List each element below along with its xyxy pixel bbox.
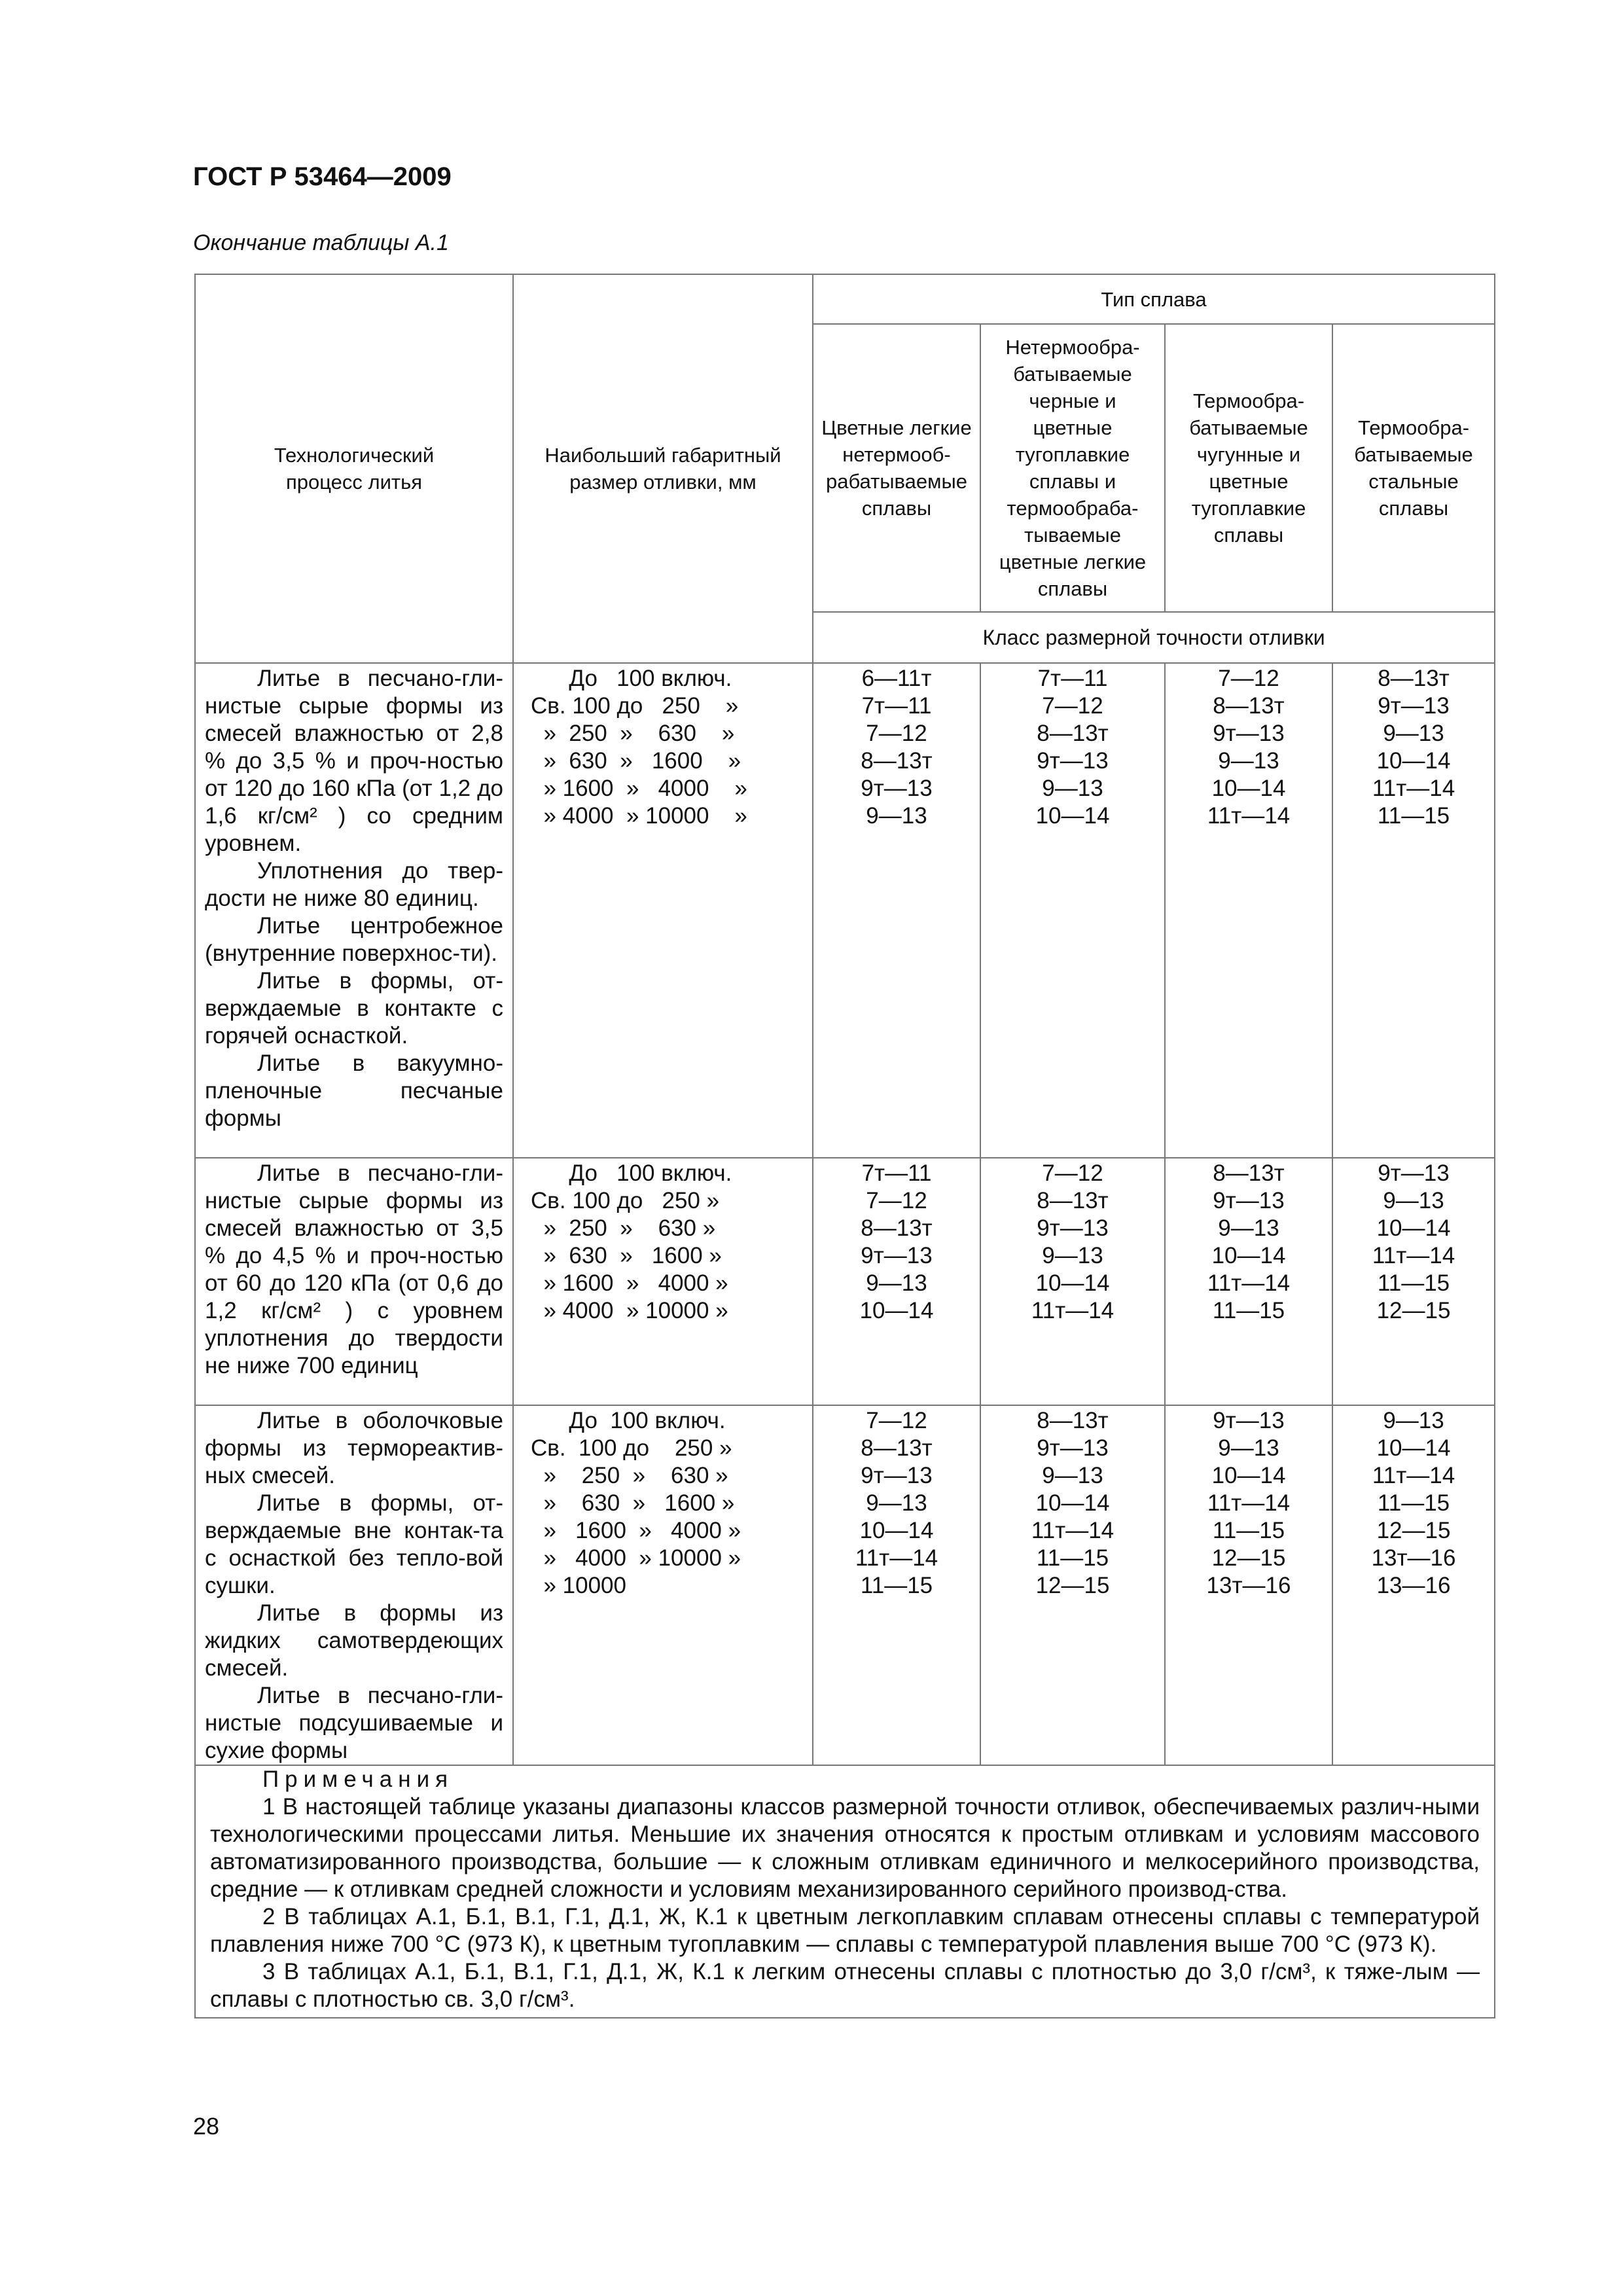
class-value: 7—12 <box>1218 666 1279 691</box>
note-item: 1 В настоящей таблице указаны диапазоны классов размерной точности отливок, обеспечиваемых различ-ными технологическими процессами литья. Меньшие их значения относятся к простым отливкам и условиям массового автоматизированного производства, большие — к сложным отливкам единичного и мелкосерийного производства, средние — к отливкам средней сложности и условиям механизированного серийного производ-ства. <box>210 1794 1480 1902</box>
header-size: Наибольший габаритный размер отливки, мм <box>513 274 813 663</box>
size-line: » 250 » 630 » <box>531 721 735 746</box>
class-value: 11т—14 <box>1207 1490 1291 1516</box>
class-value: 11т—14 <box>1031 1298 1115 1323</box>
class-value: 10—14 <box>859 1518 934 1543</box>
class-value: 11т—14 <box>1372 1463 1455 1488</box>
class-cell <box>1332 1158 1495 1405</box>
class-value: 9т—13 <box>1213 1408 1285 1433</box>
class-value: 12—15 <box>1376 1518 1451 1543</box>
class-value: 7—12 <box>866 721 927 746</box>
class-value: 13т—16 <box>1371 1545 1456 1571</box>
size-cell <box>513 1158 813 1405</box>
notes-cell <box>195 1765 1495 2018</box>
class-value: 10—14 <box>1376 748 1451 774</box>
class-value: 13—16 <box>1376 1573 1451 1598</box>
size-cell <box>513 663 813 1158</box>
size-line: » 1600 » 4000 » <box>531 1518 741 1543</box>
class-value: 8—13т <box>1037 721 1109 746</box>
header-alloy-type-4: Термообра-батываемые стальные сплавы <box>1332 324 1495 612</box>
class-cell <box>813 663 980 1158</box>
class-value: 11—15 <box>1377 1490 1450 1516</box>
class-cell <box>980 1158 1165 1405</box>
class-value: 9—13 <box>1218 748 1279 774</box>
class-value: 7—12 <box>866 1188 927 1213</box>
class-value: 9т—13 <box>861 1463 933 1488</box>
class-value: 9т—13 <box>1037 1215 1109 1241</box>
class-value: 9т—13 <box>1378 693 1450 719</box>
class-value: 7—12 <box>1042 1160 1103 1186</box>
size-line: До 100 включ. <box>531 666 732 691</box>
class-value: 9т—13 <box>1378 1160 1450 1186</box>
size-line: Св. 100 до 250 » <box>531 1188 720 1213</box>
class-value: 9—13 <box>1383 1188 1444 1213</box>
class-value: 10—14 <box>1211 1243 1286 1268</box>
class-value: 9—13 <box>1042 1243 1103 1268</box>
process-text: Литье в песчано-гли-нистые сырые формы из смесей влажностью от 2,8 % до 3,5 % и проч-ностью от 120 до 160 кПа (от 1,2 до 1,6 кг/см² ) со средним уровнем. <box>205 666 503 856</box>
size-line: » 250 » 630 » <box>531 1215 716 1241</box>
class-value: 7—12 <box>1042 693 1103 719</box>
class-value: 6—11т <box>861 666 932 691</box>
size-line: Св. 100 до 250 » <box>531 693 739 719</box>
class-value: 12—15 <box>1211 1545 1286 1571</box>
notes-title: Примечания <box>262 1767 454 1792</box>
class-value: 11—15 <box>1036 1545 1109 1571</box>
class-value: 9—13 <box>1042 776 1103 801</box>
class-cell <box>1165 1158 1332 1405</box>
class-value: 9т—13 <box>1213 721 1285 746</box>
class-value: 11т—14 <box>1207 1270 1291 1296</box>
size-line: » 10000 <box>531 1573 626 1598</box>
size-line: » 4000 » 10000 » <box>531 803 747 829</box>
process-cell <box>195 1158 513 1405</box>
table-caption: Окончание таблицы А.1 <box>193 230 449 255</box>
class-cell <box>813 1405 980 1765</box>
class-value: 11—15 <box>1212 1518 1285 1543</box>
process-text: Литье в песчано-гли-нистые подсушиваемые и сухие формы <box>205 1683 503 1763</box>
class-value: 9—13 <box>866 803 927 829</box>
class-value: 9—13 <box>1042 1463 1103 1488</box>
class-value: 8—13т <box>1037 1408 1109 1433</box>
size-line: » 1600 » 4000 » <box>531 776 747 801</box>
size-line: » 4000 » 10000 » <box>531 1545 741 1571</box>
table-row <box>195 1405 1495 1765</box>
class-value: 11т—14 <box>1372 1243 1455 1268</box>
class-cell <box>813 1158 980 1405</box>
class-value: 10—14 <box>1211 776 1286 801</box>
header-alloy-type-2: Нетермообра-батываемые черные и цветные тугоплавкие сплавы и термообраба-тываемые цветные легкие сплавы <box>980 324 1165 612</box>
size-line: До 100 включ. <box>531 1408 726 1433</box>
size-line: » 250 » 630 » <box>531 1463 728 1488</box>
class-value: 8—13т <box>1037 1188 1109 1213</box>
class-value: 12—15 <box>1035 1573 1110 1598</box>
size-cell <box>513 1405 813 1765</box>
class-value: 8—13т <box>1213 1160 1285 1186</box>
class-value: 7—12 <box>866 1408 927 1433</box>
process-text: Литье в формы, от-верждаемые вне контак-та с оснасткой без тепло-вой сушки. <box>205 1490 503 1598</box>
size-line: » 4000 » 10000 » <box>531 1298 728 1323</box>
note-item: 2 В таблицах А.1, Б.1, В.1, Г.1, Д.1, Ж, К.1 к цветным легкоплавким сплавам отнесены сплавы с температурой плавления ниже 700 °С (973 К), к цветным тугоплавким — сплавы с температурой плавления выше 700 °С (973 К). <box>210 1904 1480 1957</box>
class-value: 10—14 <box>1376 1215 1451 1241</box>
page-number: 28 <box>193 2113 220 2140</box>
class-value: 9—13 <box>866 1490 927 1516</box>
class-value: 11т—14 <box>1207 803 1291 829</box>
class-value: 13т—16 <box>1206 1573 1291 1598</box>
table-row <box>195 663 1495 1158</box>
class-value: 9—13 <box>1383 721 1444 746</box>
class-value: 9т—13 <box>861 1243 933 1268</box>
class-value: 8—13т <box>861 1215 933 1241</box>
size-line: » 1600 » 4000 » <box>531 1270 728 1296</box>
class-cell <box>980 1405 1165 1765</box>
class-value: 11т—14 <box>1031 1518 1115 1543</box>
process-cell <box>195 1405 513 1765</box>
class-value: 11т—14 <box>1372 776 1455 801</box>
class-value: 10—14 <box>1211 1463 1286 1488</box>
process-text: Литье в оболочковые формы из термореактив-ных смесей. <box>205 1408 503 1488</box>
header-alloy-type-1: Цветные легкие нетермооб-рабатываемые сплавы <box>813 324 980 612</box>
class-value: 9—13 <box>1218 1215 1279 1241</box>
process-text: Литье в песчано-гли-нистые сырые формы из смесей влажностью от 3,5 % до 4,5 % и проч-ностью от 60 до 120 кПа (от 0,6 до 1,2 кг/см² ) с уровнем уплотнения до твердости не ниже 700 единиц <box>205 1160 503 1378</box>
header-accuracy-class: Класс размерной точности отливки <box>813 612 1495 663</box>
class-cell <box>1165 1405 1332 1765</box>
size-line: До 100 включ. <box>531 1160 732 1186</box>
class-value: 11—15 <box>1377 803 1450 829</box>
class-value: 7т—11 <box>1037 666 1108 691</box>
class-value: 10—14 <box>1035 1490 1110 1516</box>
class-value: 10—14 <box>1035 803 1110 829</box>
class-value: 10—14 <box>1035 1270 1110 1296</box>
class-cell <box>1332 663 1495 1158</box>
size-line: Св. 100 до 250 » <box>531 1435 732 1461</box>
class-value: 9—13 <box>1383 1408 1444 1433</box>
class-value: 9т—13 <box>1037 1435 1109 1461</box>
header-alloy-type-3: Термообра-батываемые чугунные и цветные тугоплавкие сплавы <box>1165 324 1332 612</box>
class-value: 8—13т <box>1378 666 1450 691</box>
class-value: 11т—14 <box>855 1545 938 1571</box>
table-row <box>195 1158 1495 1405</box>
class-value: 9т—13 <box>1213 1188 1285 1213</box>
class-value: 11—15 <box>1377 1270 1450 1296</box>
class-cell <box>1165 663 1332 1158</box>
size-line: » 630 » 1600 » <box>531 1490 735 1516</box>
class-value: 9—13 <box>1218 1435 1279 1461</box>
header-alloy-type: Тип сплава <box>813 274 1495 324</box>
class-value: 12—15 <box>1376 1298 1451 1323</box>
class-value: 9т—13 <box>861 776 933 801</box>
process-text: Уплотнения до твер-дости не ниже 80 единиц. <box>205 858 503 911</box>
note-item: 3 В таблицах А.1, Б.1, В.1, Г.1, Д.1, Ж, К.1 к легким отнесены сплавы с плотностью до 3,0 г/см³, к тяже-лым — сплавы с плотностью св. 3,0 г/см³. <box>210 1959 1480 2012</box>
process-cell <box>195 663 513 1158</box>
class-value: 8—13т <box>1213 693 1285 719</box>
header-process: Технологический процесс литья <box>195 274 513 663</box>
class-value: 8—13т <box>861 748 933 774</box>
accuracy-class-table <box>194 274 1495 2018</box>
class-value: 11—15 <box>860 1573 933 1598</box>
document-title: ГОСТ Р 53464—2009 <box>193 162 452 191</box>
process-text: Литье в формы, от-верждаемые в контакте с горячей оснасткой. <box>205 968 503 1049</box>
notes-row <box>195 1765 1495 2018</box>
class-value: 10—14 <box>859 1298 934 1323</box>
process-text: Литье в вакуумно-пленочные песчаные формы <box>205 1050 503 1131</box>
size-line: » 630 » 1600 » <box>531 1243 722 1268</box>
size-line: » 630 » 1600 » <box>531 748 741 774</box>
class-cell <box>980 663 1165 1158</box>
class-value: 9т—13 <box>1037 748 1109 774</box>
class-value: 7т—11 <box>861 1160 932 1186</box>
class-value: 9—13 <box>866 1270 927 1296</box>
class-value: 7т—11 <box>861 693 932 719</box>
class-value: 10—14 <box>1376 1435 1451 1461</box>
process-text: Литье в формы из жидких самотвердеющих смесей. <box>205 1600 503 1681</box>
process-text: Литье центробежное (внутренние поверхнос-ти). <box>205 913 503 966</box>
class-value: 8—13т <box>861 1435 933 1461</box>
class-value: 11—15 <box>1212 1298 1285 1323</box>
class-cell <box>1332 1405 1495 1765</box>
